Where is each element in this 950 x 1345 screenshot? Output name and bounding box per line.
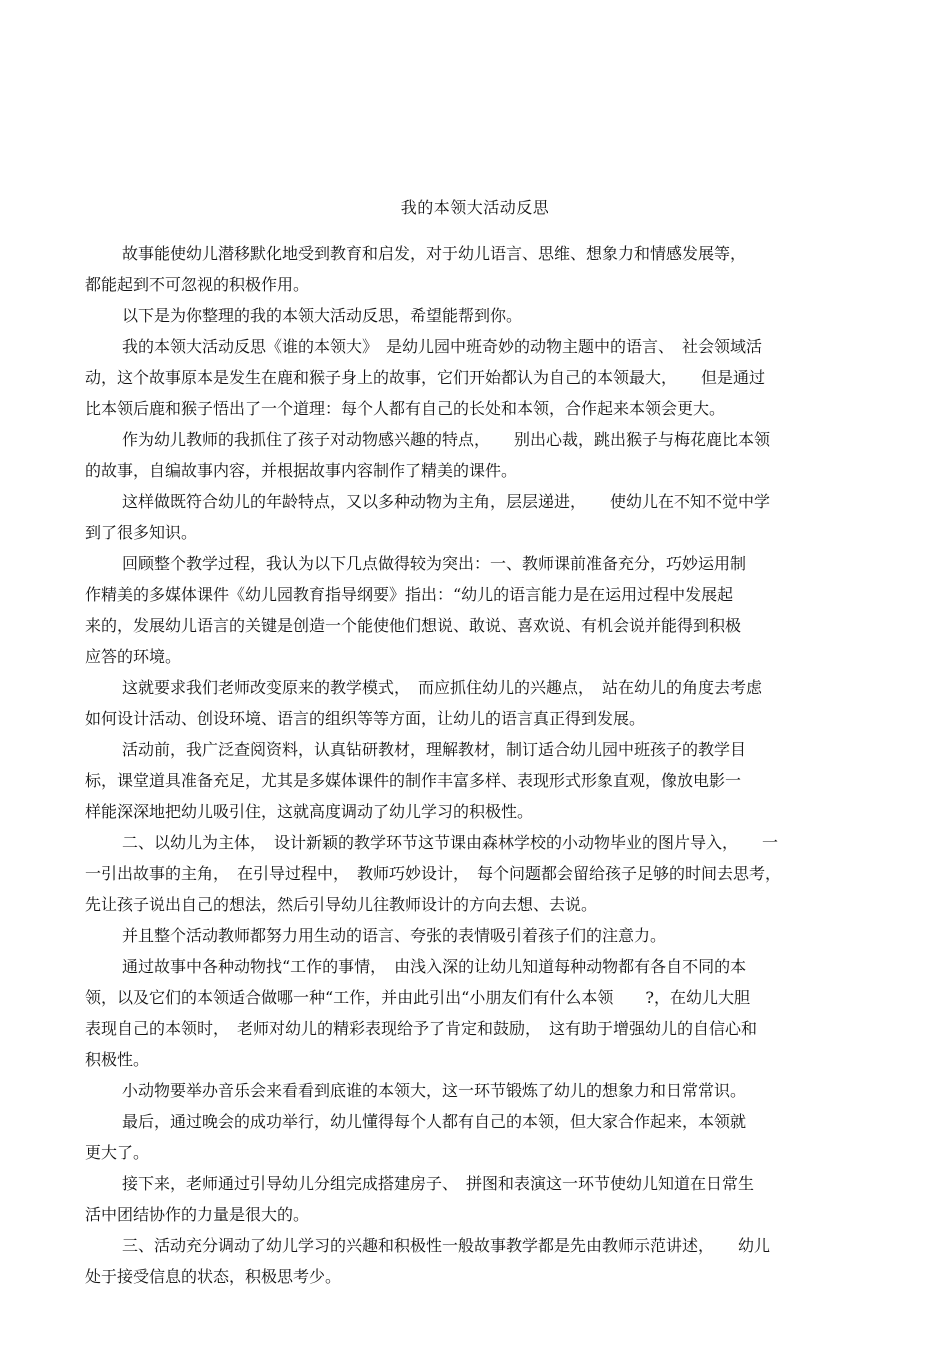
paragraph-first-line: 二、以幼儿为主体， 设计新颖的教学环节这节课由森林学校的小动物毕业的图片导入， 一 (122, 833, 779, 852)
paragraph (85, 486, 865, 548)
paragraph-first-line: 并且整个活动教师都努力用生动的语言、夸张的表情吸引着孩子们的注意力。 (122, 926, 667, 945)
paragraph (85, 827, 865, 920)
paragraph-first-line: 这样做既符合幼儿的年龄特点，又以多种动物为主角，层层递进， 使幼儿在不知不觉中学 (122, 492, 771, 511)
paragraph (85, 1075, 865, 1106)
paragraph-line: 动，这个故事原本是发生在鹿和猴子身上的故事，它们开始都认为自己的本领最大， 但是通过 (85, 368, 766, 387)
paragraph-first-line: 我的本领大活动反思《谁的本领大》 是幼儿园中班奇妙的动物主题中的语言、 社会领域活 (122, 337, 763, 356)
paragraph-line: 应答的环境。 (85, 647, 182, 666)
paragraph-line: 积极性。 (85, 1050, 150, 1069)
paragraph-line: 先让孩子说出自己的想法，然后引导幼儿往教师设计的方向去想、去说。 (85, 895, 598, 914)
document-body (85, 238, 865, 1292)
paragraph (85, 1168, 865, 1230)
paragraph (85, 548, 865, 672)
paragraph (85, 300, 865, 331)
paragraph (85, 1230, 865, 1292)
paragraph (85, 672, 865, 734)
paragraph-line: 更大了。 (85, 1143, 150, 1162)
paragraph (85, 424, 865, 486)
paragraph-line: 活中团结协作的力量是很大的。 (85, 1205, 310, 1224)
paragraph-first-line: 这就要求我们老师改变原来的教学模式， 而应抓住幼儿的兴趣点， 站在幼儿的角度去考虑 (122, 678, 763, 697)
paragraph (85, 1106, 865, 1168)
paragraph-line: 领，以及它们的本领适合做哪一种“工作，并由此引出“小朋友们有什么本领 ?，在幼儿大胆 (85, 988, 750, 1007)
paragraph-line: 一引出故事的主角， 在引导过程中， 教师巧妙设计， 每个问题都会留给孩子足够的时间去思考， (85, 864, 782, 883)
paragraph-first-line: 最后，通过晚会的成功举行，幼儿懂得每个人都有自己的本领，但大家合作起来，本领就 (122, 1112, 747, 1131)
paragraph-first-line: 接下来，老师通过引导幼儿分组完成搭建房子、 拼图和表演这一环节使幼儿知道在日常生 (122, 1174, 755, 1193)
paragraph-first-line: 回顾整个教学过程，我认为以下几点做得较为突出：一、教师课前准备充分，巧妙运用制 (122, 554, 747, 573)
paragraph-line: 的故事，自编故事内容，并根据故事内容制作了精美的课件。 (85, 461, 518, 480)
paragraph-first-line: 作为幼儿教师的我抓住了孩子对动物感兴趣的特点， 别出心裁，跳出猴子与梅花鹿比本领 (122, 430, 771, 449)
paragraph-line: 作精美的多媒体课件《幼儿园教育指导纲要》指出：“幼儿的语言能力是在运用过程中发展起 (85, 585, 734, 604)
paragraph-first-line: 以下是为你整理的我的本领大活动反思，希望能帮到你。 (122, 306, 523, 325)
paragraph-line: 到了很多知识。 (85, 523, 198, 542)
paragraph (85, 951, 865, 1075)
paragraph-line: 比本领后鹿和猴子悟出了一个道理：每个人都有自己的长处和本领，合作起来本领会更大。 (85, 399, 726, 418)
paragraph-line: 如何设计活动、创设环境、语言的组织等等方面，让幼儿的语言真正得到发展。 (85, 709, 646, 728)
paragraph-first-line: 三、活动充分调动了幼儿学习的兴趣和积极性一般故事教学都是先由教师示范讲述， 幼儿 (122, 1236, 771, 1255)
paragraph (85, 920, 865, 951)
paragraph-line: 表现自己的本领时， 老师对幼儿的精彩表现给予了肯定和鼓励， 这有助于增强幼儿的自信心和 (85, 1019, 758, 1038)
paragraph-first-line: 活动前，我广泛查阅资料，认真钻研教材，理解教材，制订适合幼儿园中班孩子的教学目 (122, 740, 747, 759)
paragraph-first-line: 通过故事中各种动物找“工作的事情， 由浅入深的让幼儿知道每种动物都有各自不同的本 (122, 957, 747, 976)
paragraph-line: 样能深深地把幼儿吸引住，这就高度调动了幼儿学习的积极性。 (85, 802, 534, 821)
paragraph (85, 238, 865, 300)
paragraph-line: 来的，发展幼儿语言的关键是创造一个能使他们想说、敢说、喜欢说、有机会说并能得到积极 (85, 616, 742, 635)
paragraph (85, 734, 865, 827)
paragraph-line: 处于接受信息的状态，积极思考少。 (85, 1267, 342, 1286)
paragraph-first-line: 故事能使幼儿潜移默化地受到教育和启发，对于幼儿语言、思维、想象力和情感发展等， (122, 244, 747, 263)
paragraph-line: 标，课堂道具准备充足，尤其是多媒体课件的制作丰富多样、表现形式形象直观，像放电影一 (85, 771, 742, 790)
paragraph-line: 都能起到不可忽视的积极作用。 (85, 275, 310, 294)
paragraph-first-line: 小动物要举办音乐会来看看到底谁的本领大，这一环节锻炼了幼儿的想象力和日常常识。 (122, 1081, 747, 1100)
paragraph (85, 331, 865, 424)
document-title: 我的本领大活动反思 (400, 198, 550, 217)
